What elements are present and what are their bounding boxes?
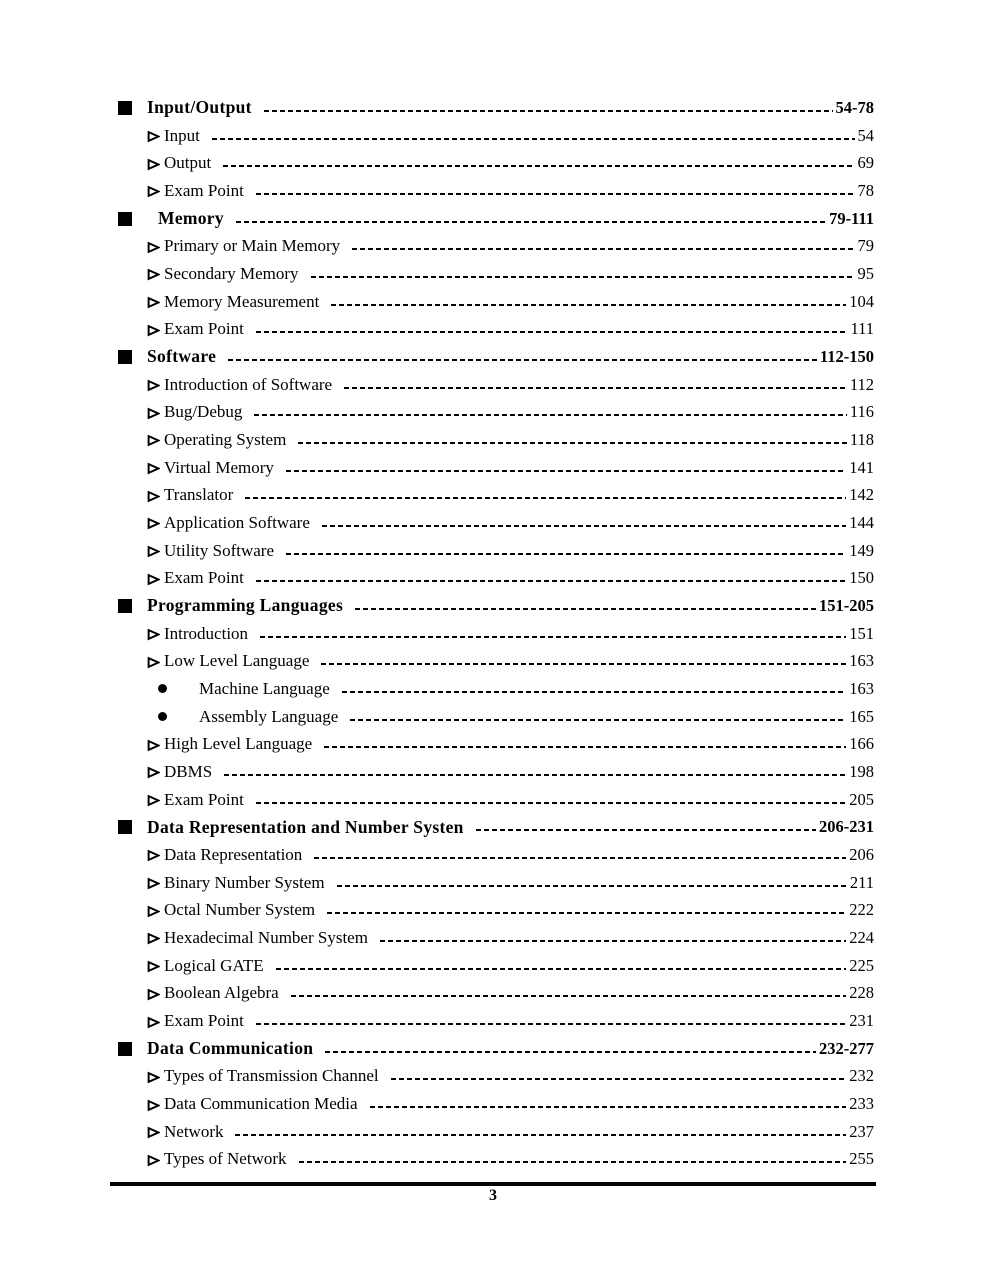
item-label: Exam Point — [164, 1011, 244, 1030]
toc-section-row — [118, 94, 874, 122]
item-label: High Level Language — [164, 734, 313, 754]
item-page-number: 206 — [849, 844, 874, 864]
item-label: Input — [164, 125, 200, 145]
dash-leader — [256, 331, 848, 333]
item-page-number: 151 — [849, 623, 874, 643]
item-label: Boolean Algebra — [164, 983, 279, 1003]
toc-item-row — [118, 841, 874, 869]
dash-leader — [314, 857, 846, 859]
toc-item-row — [118, 1090, 874, 1118]
toc-section-row — [118, 343, 874, 371]
item-label: Exam Point — [164, 180, 244, 200]
item-page-number: 225 — [849, 955, 874, 975]
section-page-range: 232-277 — [819, 1038, 874, 1058]
item-page-number: 111 — [850, 319, 874, 339]
arrow-bullet-icon — [147, 849, 160, 862]
toc-item-row — [118, 315, 874, 343]
section-title: Data Communication — [147, 1038, 314, 1059]
dash-leader — [256, 580, 846, 582]
item-page-number: 104 — [849, 291, 874, 311]
item-page-number: 232 — [849, 1066, 874, 1086]
dash-leader — [254, 414, 846, 416]
arrow-bullet-icon — [147, 656, 160, 669]
toc-item-row — [118, 371, 874, 399]
item-label: Operating System — [164, 429, 287, 449]
item-page-number: 142 — [849, 485, 874, 505]
toc-section-row — [118, 592, 874, 620]
toc-item-row — [118, 454, 874, 482]
item-page-number: 118 — [849, 429, 874, 449]
arrow-bullet-icon — [147, 794, 160, 807]
item-label: Virtual Memory — [164, 457, 274, 477]
dash-leader — [324, 746, 846, 748]
item-page-number: 79 — [857, 236, 874, 256]
arrow-bullet-icon — [147, 766, 160, 779]
dash-leader — [355, 608, 816, 610]
dash-leader — [337, 885, 847, 887]
item-label: Network — [164, 1121, 224, 1141]
arrow-bullet-icon — [147, 379, 160, 392]
footer-rule — [110, 1182, 876, 1186]
item-label: Types of Transmission Channel — [164, 1066, 379, 1086]
toc-item-row — [118, 537, 874, 565]
item-page-number: 205 — [849, 789, 874, 809]
item-page-number: 237 — [849, 1121, 874, 1141]
toc-item-row — [118, 122, 874, 150]
dash-leader — [476, 829, 816, 831]
dash-leader — [260, 636, 846, 638]
arrow-bullet-icon — [147, 517, 160, 530]
square-bullet-icon — [118, 212, 132, 226]
toc-item-row — [118, 398, 874, 426]
item-page-number: 222 — [849, 900, 874, 920]
arrow-bullet-icon — [147, 960, 160, 973]
dash-leader — [276, 968, 847, 970]
item-page-number: 165 — [849, 706, 874, 726]
item-page-number: 255 — [849, 1149, 874, 1169]
square-bullet-icon — [118, 101, 132, 115]
arrow-bullet-icon — [147, 905, 160, 918]
toc-item-row — [118, 980, 874, 1008]
arrow-bullet-icon — [147, 130, 160, 143]
dash-leader — [331, 304, 846, 306]
arrow-bullet-icon — [147, 1126, 160, 1139]
square-bullet-icon — [118, 599, 132, 613]
toc-item-row — [118, 1063, 874, 1091]
dash-leader — [223, 165, 854, 167]
item-page-number: 54 — [857, 125, 874, 145]
item-page-number: 141 — [849, 457, 874, 477]
dash-leader — [286, 470, 846, 472]
dash-leader — [291, 995, 847, 997]
dash-leader — [228, 359, 817, 361]
section-title: Software — [147, 346, 217, 367]
item-page-number: 163 — [849, 678, 874, 698]
item-label: Low Level Language — [164, 651, 310, 671]
item-page-number: 116 — [849, 402, 874, 422]
dash-leader — [256, 802, 846, 804]
item-label: Data Representation — [164, 844, 303, 864]
arrow-bullet-icon — [147, 573, 160, 586]
item-label: Octal Number System — [164, 900, 316, 920]
arrow-bullet-icon — [147, 490, 160, 503]
item-page-number: 233 — [849, 1094, 874, 1114]
item-label: Introduction of Software — [164, 374, 333, 394]
arrow-bullet-icon — [147, 988, 160, 1001]
arrow-bullet-icon — [147, 407, 160, 420]
item-label: Exam Point — [164, 319, 244, 339]
arrow-bullet-icon — [147, 739, 160, 752]
arrow-bullet-icon — [147, 1071, 160, 1084]
arrow-bullet-icon — [147, 434, 160, 447]
toc-item-row — [118, 177, 874, 205]
section-title: Memory — [158, 208, 224, 229]
toc-section-row — [118, 205, 874, 233]
toc-item-row — [118, 786, 874, 814]
toc-section-row — [118, 813, 874, 841]
dash-leader — [236, 221, 826, 223]
item-label: Types of Network — [164, 1149, 287, 1169]
toc-item-row — [118, 564, 874, 592]
dash-leader — [256, 1023, 846, 1025]
footer-page-number: 3 — [489, 1187, 497, 1204]
toc-item-row — [118, 481, 874, 509]
toc-item-row — [118, 288, 874, 316]
item-page-number: 211 — [849, 872, 874, 892]
toc-item-row — [118, 647, 874, 675]
toc-item-row — [118, 260, 874, 288]
item-label: Hexadecimal Number System — [164, 927, 368, 947]
toc-section-row — [118, 1035, 874, 1063]
arrow-bullet-icon — [147, 241, 160, 254]
item-page-number: 198 — [849, 761, 874, 781]
toc-item-row — [118, 232, 874, 260]
arrow-bullet-icon — [147, 324, 160, 337]
arrow-bullet-icon — [147, 932, 160, 945]
toc-item-row — [118, 924, 874, 952]
arrow-bullet-icon — [147, 296, 160, 309]
arrow-bullet-icon — [147, 268, 160, 281]
item-label: Bug/Debug — [164, 402, 243, 422]
arrow-bullet-icon — [147, 1099, 160, 1112]
item-label: Utility Software — [164, 540, 275, 560]
dash-leader — [344, 387, 847, 389]
toc-item-row — [118, 1146, 874, 1174]
dash-leader — [235, 1134, 846, 1136]
toc-item-row — [118, 509, 874, 537]
square-bullet-icon — [118, 820, 132, 834]
section-title: Programming Languages — [147, 595, 344, 616]
section-page-range: 54-78 — [835, 97, 874, 117]
toc-item-row — [118, 675, 874, 703]
square-bullet-icon — [118, 350, 132, 364]
item-label: Secondary Memory — [164, 263, 299, 283]
item-label: Machine Language — [199, 678, 330, 698]
item-page-number: 231 — [849, 1011, 874, 1030]
dash-leader — [224, 774, 846, 776]
item-page-number: 144 — [849, 512, 874, 532]
dash-leader — [212, 138, 855, 140]
toc-item-row — [118, 758, 874, 786]
toc-item-row — [118, 149, 874, 177]
item-label: Logical GATE — [164, 955, 264, 975]
item-page-number: 78 — [857, 180, 874, 200]
dash-leader — [245, 497, 846, 499]
dash-leader — [322, 525, 846, 527]
item-page-number: 69 — [857, 153, 874, 173]
toc-item-row — [118, 620, 874, 648]
item-label: Exam Point — [164, 568, 244, 588]
item-label: Data Communication Media — [164, 1094, 358, 1114]
toc-item-row — [118, 703, 874, 731]
item-label: Translator — [164, 485, 234, 505]
section-title: Input/Output — [147, 97, 252, 118]
arrow-bullet-icon — [147, 462, 160, 475]
toc-item-row — [118, 869, 874, 897]
toc-item-row — [118, 730, 874, 758]
item-label: Primary or Main Memory — [164, 236, 341, 256]
item-label: Exam Point — [164, 789, 244, 809]
dash-leader — [342, 691, 847, 693]
arrow-bullet-icon — [147, 1016, 160, 1029]
arrow-bullet-icon — [147, 877, 160, 890]
item-page-number: 112 — [849, 374, 874, 394]
item-page-number: 228 — [849, 983, 874, 1003]
item-page-number: 95 — [857, 263, 874, 283]
dash-leader — [311, 276, 855, 278]
toc-item-row — [118, 896, 874, 924]
item-label: Binary Number System — [164, 872, 325, 892]
item-label: Introduction — [164, 623, 249, 643]
section-page-range: 206-231 — [819, 817, 874, 837]
arrow-bullet-icon — [147, 545, 160, 558]
toc-item-row — [118, 1118, 874, 1146]
dash-leader — [352, 248, 854, 250]
circle-bullet-icon — [158, 684, 167, 693]
dash-leader — [380, 940, 846, 942]
item-label: DBMS — [164, 761, 213, 781]
item-label: Output — [164, 153, 212, 173]
dash-leader — [327, 912, 846, 914]
toc-item-row — [118, 426, 874, 454]
dash-leader — [350, 719, 846, 721]
dash-leader — [321, 663, 846, 665]
item-page-number: 166 — [849, 734, 874, 754]
item-page-number: 163 — [849, 651, 874, 671]
section-title: Data Representation and Number Systen — [147, 816, 464, 837]
circle-bullet-icon — [158, 712, 167, 721]
item-page-number: 149 — [849, 540, 874, 560]
item-label: Application Software — [164, 512, 310, 532]
dash-leader — [298, 442, 847, 444]
section-page-range: 151-205 — [819, 595, 874, 615]
toc-item-row — [118, 952, 874, 980]
dash-leader — [299, 1161, 847, 1163]
dash-leader — [370, 1106, 847, 1108]
dash-leader — [256, 193, 855, 195]
item-label: Memory Measurement — [164, 291, 320, 311]
square-bullet-icon — [118, 1042, 132, 1056]
dash-leader — [286, 553, 846, 555]
dash-leader — [264, 110, 833, 112]
section-page-range: 79-111 — [829, 208, 874, 228]
arrow-bullet-icon — [147, 185, 160, 198]
arrow-bullet-icon — [147, 628, 160, 641]
section-page-range: 112-150 — [819, 346, 874, 366]
toc-item-row — [118, 1007, 874, 1035]
dash-leader — [325, 1051, 816, 1053]
item-page-number: 224 — [849, 927, 874, 947]
table-of-contents — [118, 94, 874, 1173]
arrow-bullet-icon — [147, 158, 160, 171]
item-label: Assembly Language — [199, 706, 339, 726]
dash-leader — [391, 1078, 847, 1080]
item-page-number: 150 — [849, 568, 874, 588]
arrow-bullet-icon — [147, 1154, 160, 1167]
